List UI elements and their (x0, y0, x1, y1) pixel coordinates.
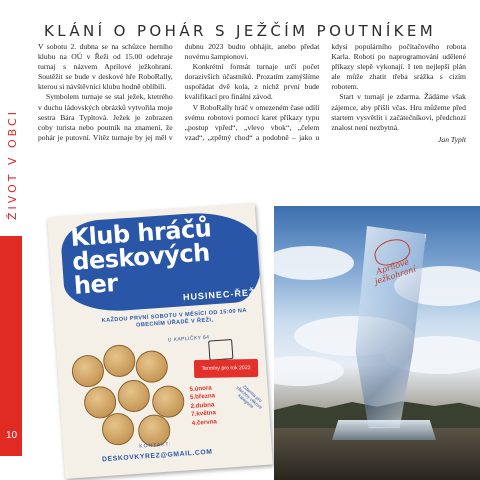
poster-schedule-info: KAŽDOU PRVNÍ SOBOTU V MĚSÍCI OD 15:00 NA OBECNÍM ÚŘADĚ V ŘEŽI, (101, 307, 248, 330)
game-tile-icon (117, 379, 151, 413)
poster-title: Klub hráčů deskových her (69, 214, 213, 300)
trophy-base (332, 420, 436, 440)
article-paragraph: V sobotu 2. dubna se na schůzce herního klubu na OÚ v Řeži od 15.00 odehraje turnaj s názvem Aprílové ježkohraní. Soutěžit se bude v deskové hře RoboRally, kterou si návštěvníci klubu hodně oblíbili. (38, 42, 173, 92)
poster-town: HUSINEC-ŘEŽ (182, 287, 256, 303)
section-color-bar (0, 236, 22, 456)
section-label: ŽIVOT V OBCI (6, 109, 19, 220)
cloud (274, 246, 354, 280)
article-paragraph: Konkrétní formát turnaje určí počet dorazivších účastníků. Prozatím zamýšlíme uspořádat dvě kola, z nichž první bude kvalifikací pro finální závod. (184, 62, 320, 102)
poster-date: 4.června (191, 417, 218, 427)
poster-free-note: Zdarma pro všechny věkové kategorie (235, 383, 264, 411)
poster-dates-badge: Termíny pro rok 2022 (194, 359, 258, 378)
game-tile-icon (151, 384, 185, 418)
page-number: 10 (6, 430, 18, 441)
poster-contact-email: DESKOVKYREZ@GMAIL.COM (101, 448, 213, 464)
game-tile-icon (101, 412, 135, 446)
poster-date: 5.února (189, 384, 213, 394)
trophy-photo (274, 206, 480, 480)
trophy-engraving: Aprílové ježkohraní (373, 257, 418, 287)
article-paragraph: Start v turnají je zdarma. Žádáme však zájemce, aby přišli včas. Hru můžeme před startem vysvětlit i začátečníkovi, předchozí znalost není nezbytná. (331, 92, 466, 132)
club-poster (47, 203, 273, 479)
poster-place: U KAPLIČKY 64 (167, 334, 210, 344)
poster-date: 5.března (189, 392, 216, 402)
article-paragraph: Symbolem turnaje se stal ježek, ktetrého v duchu ládovských obrázků vytvořila moje sestra Bára Typltová. Ježek je zobrazen coby turista nebo poutník na znamení, že pohár je putovní. Vítěz turnaje by jej měl v dubnu 2023 budto obhájit, anebo předat novému šampionovi. (38, 42, 320, 142)
cloud (274, 356, 344, 386)
game-tile-icon (135, 350, 169, 384)
article-paragraph: V RoboRally hráč v omezeném čase udílí svému robotovi pomocí karet příkazy typu „postup vpřed“, „vlevo vbok“, „čelem vzad“, „zpětný chod“ a podobně – jako u kdysi populárního počítačového robota Karla. Roboti po naprogramování udělené příkazy slepě vykonají. I ten nejlepší plán ale může zhatit třeba srážka s cizím robotem. (184, 42, 466, 142)
calendar-icon (208, 339, 233, 361)
poster-date: 2.dubna (190, 401, 215, 410)
game-tile-icon (102, 344, 136, 378)
article-author: Jan Typlt (438, 134, 466, 144)
article-headline: KLÁNÍ O POHÁR S JEŽČÍM POUTNÍKEM (44, 22, 437, 41)
poster-date: 7.května (190, 409, 217, 419)
poster-contact-label: KONTAKT: (139, 441, 172, 450)
article-body (38, 42, 466, 228)
game-tile-icon (71, 354, 105, 388)
